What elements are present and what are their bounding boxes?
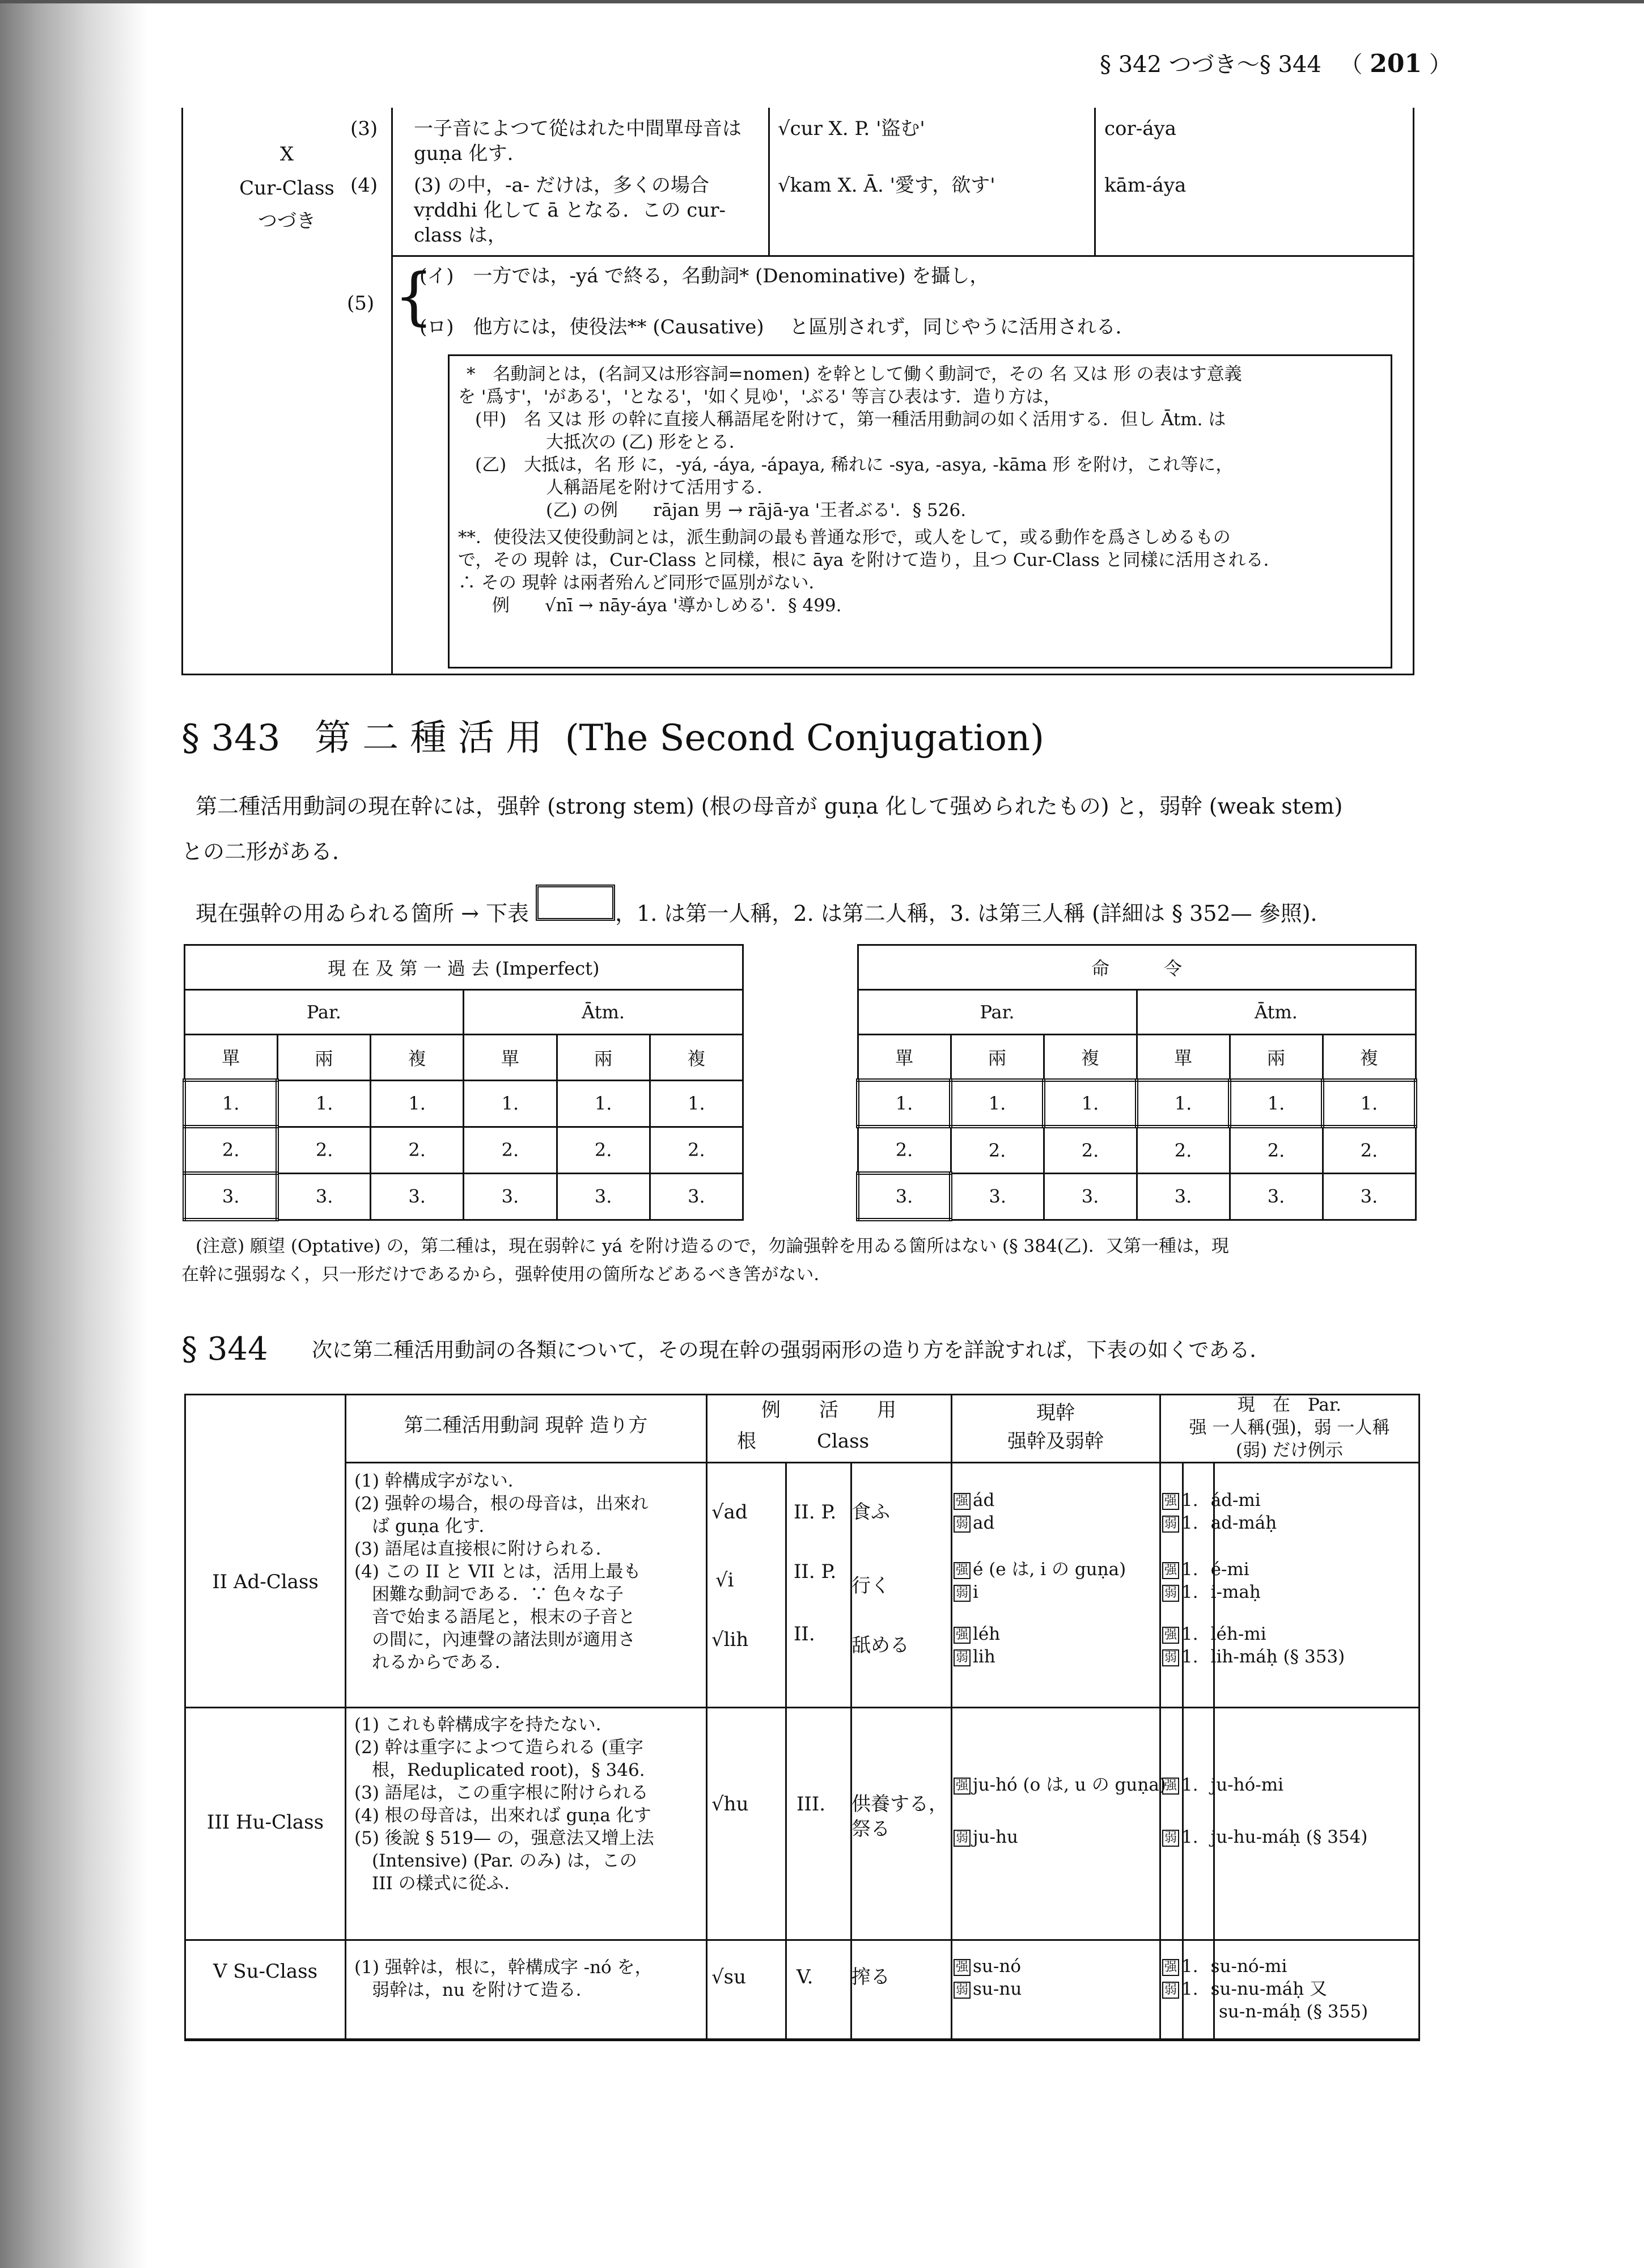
method-line: (3) 語尾は，この重字根に附けられる [354, 1783, 649, 1803]
class: II. P. [794, 1501, 837, 1524]
root: √ad [711, 1501, 748, 1524]
class: III. [796, 1793, 826, 1816]
method-line: (3) 語尾は直接根に附けられる． [354, 1539, 613, 1559]
strong-stem: 强 é (e は, i の guṇa) [954, 1558, 1126, 1581]
strong-stem: 强 ád [954, 1489, 994, 1512]
strong-cell: 1. [1230, 1080, 1323, 1127]
person-cell: 3. [1323, 1173, 1416, 1220]
paragraph-line: 第二種活用動詞の現在幹には，强幹 (strong stem) (根の母音が guṇa 化して强められたもの) と，弱幹 (weak stem) [196, 794, 1343, 819]
strong-stem: 强 ju-hó (o は, u の guṇa) [954, 1774, 1166, 1796]
person-cell: 2. [951, 1127, 1044, 1173]
method-line: れるからである． [354, 1652, 512, 1673]
voice-header: Ātm. [464, 990, 743, 1035]
number-header: 複 [1044, 1035, 1137, 1081]
row-stem: cor-áya [1104, 117, 1177, 140]
number-header: 兩 [951, 1035, 1044, 1081]
strong-cell: 3. [184, 1173, 277, 1220]
method-line: 音で始まる語尾と，根末の子音と [354, 1607, 635, 1627]
header-stems: 强幹及弱幹 [1007, 1430, 1104, 1453]
number-header: 複 [650, 1035, 743, 1081]
person-cell: 3. [464, 1173, 557, 1220]
continued-label: つづき [258, 210, 316, 232]
person-weak-alt: su-n-máḥ (§ 355) [1219, 2002, 1368, 2022]
scan-shadow [0, 0, 147, 2268]
header-class: Class [816, 1430, 870, 1453]
weak-stem: 弱 su-nu [954, 1978, 1022, 2000]
row-desc-line: 一子音によつて從はれた中間單母音は [414, 117, 742, 140]
class: II. P. [794, 1560, 837, 1583]
header-method: 第二種活用動詞 現幹 造り方 [404, 1414, 648, 1437]
number-header: 單 [464, 1035, 557, 1081]
footnote-line: (甲) 名 又は 形 の幹に直接人稱語尾を附けて，第一種活用動詞の如く活用する．但し Ātm. は [475, 409, 1226, 430]
paragraph-line [196, 885, 1332, 929]
method-line: III の樣式に從ふ． [354, 1873, 522, 1894]
person-strong: 强 1. su-nó-mi [1162, 1955, 1287, 1978]
header-person-mid: 强 一人稱(强)，弱 一人稱 [1189, 1417, 1390, 1438]
class-name: Cur-Class [239, 177, 334, 200]
row-stem: kām-áya [1104, 174, 1187, 197]
strong-cell: 1. [1044, 1080, 1137, 1127]
strong-cell: 1. [1137, 1080, 1230, 1127]
person-cell: 2. [277, 1127, 370, 1173]
person-cell: 3. [371, 1173, 464, 1220]
footnote-line: (乙) の例 rājan 男 → rājā-ya '王者ぶる'．§ 526. [546, 500, 967, 521]
person-cell: 3. [1137, 1173, 1230, 1220]
number-header: 兩 [1230, 1035, 1323, 1081]
person-cell: 1. [277, 1080, 370, 1127]
strong-cell: 2. [184, 1127, 277, 1173]
number-header: 兩 [557, 1035, 650, 1081]
root: √hu [711, 1793, 749, 1816]
method-line: 困難な動詞である．∵ 色々な子 [354, 1584, 624, 1605]
section-344-number: § 344 [181, 1331, 268, 1368]
imperative-table [856, 944, 1417, 1221]
method-line: 弱幹は，nu を附けて造る． [354, 1980, 594, 2000]
weak-stem: 弱 ju-hu [954, 1826, 1018, 1848]
person-cell: 2. [650, 1127, 743, 1173]
paragraph-line: との二形がある． [181, 839, 354, 864]
present-imperfect-table [183, 944, 744, 1221]
section-344-intro: 次に第二種活用動詞の各類について，その現在幹の强弱兩形の造り方を詳說すれば，下表の如くである． [312, 1339, 1270, 1362]
row-number: (4) [350, 174, 378, 197]
class-label: X [279, 143, 294, 166]
voice-header: Par. [858, 990, 1137, 1035]
person-cell: 2. [1323, 1127, 1416, 1173]
person-cell: 2. [464, 1127, 557, 1173]
weak-stem: 弱 lih [954, 1645, 995, 1668]
person-cell: 3. [951, 1173, 1044, 1220]
number-header: 兩 [277, 1035, 370, 1081]
page-number: 201 [1370, 49, 1422, 78]
method-line: (4) この II と VII とは，活用上最も [354, 1562, 641, 1582]
table-title: 現 在 及 第 一 過 去 (Imperfect) [184, 945, 743, 990]
meaning: 供養する，祭る [851, 1793, 948, 1840]
method-line: (1) 强幹は，根に，幹構成字 -nó を， [354, 1957, 652, 1978]
number-header: 複 [371, 1035, 464, 1081]
person-weak: 弱 1. i-maḥ [1162, 1581, 1261, 1603]
method-line: (4) 根の母音は，出來れば guṇa 化す [354, 1805, 651, 1826]
voice-header: Ātm. [1137, 990, 1416, 1035]
number-header: 單 [184, 1035, 277, 1081]
method-line: (1) 幹構成字がない． [354, 1471, 526, 1491]
strong-stem-marker-box [536, 885, 615, 921]
table-title: 命 令 [858, 945, 1416, 990]
root: √su [711, 1966, 747, 1988]
number-header: 單 [1137, 1035, 1230, 1081]
group-name: II Ad-Class [212, 1571, 319, 1593]
row5-line-ro: (ロ) 他方には，使役法** (Causative) と區別されず，同じやうに活用される． [420, 316, 1135, 338]
row-desc-line: (3) の中，-a- だけは，多くの場合 [414, 174, 710, 197]
section-title-en: (The Second Conjugation) [565, 717, 1045, 759]
weak-stem: 弱 i [954, 1581, 978, 1603]
row-desc-line: vṛddhi 化して ā となる．この cur- [414, 199, 726, 222]
row-number: (3) [350, 117, 378, 140]
header-stems-top: 現幹 [1036, 1402, 1075, 1424]
paragraph-post: ，1. は第一人稱，2. は第二人稱，3. は第三人稱 (詳細は § 352— 參照)． [615, 901, 1332, 926]
row-number: (5) [347, 292, 375, 315]
row-example: √cur X. P. '盜む' [778, 117, 925, 140]
number-header: 單 [858, 1035, 951, 1081]
footnote-line: **．使役法又使役動詞とは，派生動詞の最も普通な形で，或人をして，或る動作を爲さしめるもの [458, 527, 1231, 548]
method-line: ば guṇa 化す． [354, 1516, 497, 1537]
person-cell: 2. [1137, 1127, 1230, 1173]
class: V. [796, 1966, 813, 1988]
meaning: 食ふ [851, 1501, 890, 1524]
voice-header: Par. [184, 990, 464, 1035]
person-weak: 弱 1. su-nu-máḥ 又 [1162, 1978, 1327, 2000]
strong-stem: 强 su-nó [954, 1955, 1021, 1978]
section-number: § 343 [181, 717, 281, 759]
person-weak: 弱 1. ad-máḥ [1162, 1512, 1277, 1534]
note-line: 在幹に强弱なく，只一形だけであるから，强幹使用の箇所などあるべき筈がない． [181, 1264, 832, 1285]
meaning: 行く [851, 1575, 890, 1597]
method-line: (Intensive) (Par. のみ) は，この [354, 1851, 637, 1871]
method-line: (2) 强幹の場合，根の母音は，出來れ [354, 1493, 649, 1514]
person-cell: 2. [1230, 1127, 1323, 1173]
person-cell: 2. [858, 1127, 951, 1173]
footnote-line: ∴ その 現幹 は兩者殆んど同形で區別がない． [458, 573, 827, 593]
footnote-line: を '爲す'，'がある'，'となる'，'如く見ゆ'，'ぶる' 等言ひ表はす．造り方は， [458, 387, 1061, 407]
strong-cell: 3. [858, 1173, 951, 1220]
person-cell: 2. [371, 1127, 464, 1173]
row-example: √kam X. Ā. '愛す，欲す' [778, 174, 995, 197]
row5-line-i: (イ) 一方では，-yá で終る，名動詞* (Denominative) を攝し， [420, 265, 989, 287]
group-name: III Hu-Class [206, 1811, 324, 1834]
header-person-top: 現 在 Par. [1237, 1395, 1342, 1415]
footnote-line: 例 √nī → nāy-áya '導かしめる'．§ 499. [492, 595, 842, 616]
section-title-jp: 第 二 種 活 用 [314, 717, 543, 759]
paragraph-pre: 現在强幹の用ゐられる箇所 → 下表 [196, 901, 529, 926]
root: √i [715, 1569, 734, 1592]
method-line: 根，Reduplicated root)，§ 346. [354, 1760, 645, 1780]
strong-cell: 1. [858, 1080, 951, 1127]
note-line: (注意) 願望 (Optative) の，第二種は，現在弱幹に yá を附け造るので，勿論强幹を用ゐる箇所はない (§ 384(乙)．又第一種は，現 [196, 1236, 1229, 1256]
meaning: 舐める [851, 1634, 909, 1657]
strong-stem: 强 léh [954, 1623, 1000, 1645]
weak-stem: 弱 ad [954, 1512, 994, 1534]
person-strong: 强 1. ád-mi [1162, 1489, 1261, 1512]
footnote-line: 大抵次の (乙) 形をとる． [546, 432, 747, 452]
brace-glyph: { [394, 260, 434, 332]
scan-top-edge [0, 0, 1644, 3]
person-strong: 强 1. é-mi [1162, 1558, 1249, 1581]
meaning: 搾る [851, 1966, 890, 1988]
person-strong: 强 1. léh-mi [1162, 1623, 1266, 1645]
person-cell: 2. [1044, 1127, 1137, 1173]
method-line: (2) 幹は重字によつて造られる (重字 [354, 1737, 643, 1758]
person-cell: 1. [650, 1080, 743, 1127]
class: II. [794, 1623, 815, 1645]
footnote-line: (乙) 大抵は，名 形 に，-yá, -áya, -ápaya, 稀れに -sya, -asya, -kāma 形 を附け，これ等に， [475, 455, 1234, 475]
running-head: § 342 つづき〜§ 344 （ 201 ） [1100, 49, 1452, 78]
footnote-line: 人稱語尾を附けて活用する． [546, 477, 774, 498]
strong-cell: 1. [1323, 1080, 1416, 1127]
method-line: (5) 後說 § 519— の，强意法又增上法 [354, 1828, 654, 1848]
person-strong: 强 1. ju-hó-mi [1162, 1774, 1283, 1796]
person-cell: 3. [650, 1173, 743, 1220]
person-cell: 1. [464, 1080, 557, 1127]
footnote-line: * 名動詞とは，(名詞又は形容詞=nomen) を幹として働く動詞で，その 名 又は 形 の表はす意義 [467, 364, 1242, 384]
group-name: V Su-Class [213, 1960, 318, 1983]
person-cell: 1. [371, 1080, 464, 1127]
person-cell: 3. [277, 1173, 370, 1220]
section-343-heading [181, 716, 1044, 761]
row-desc-line: class は， [414, 224, 507, 247]
footnote-box [448, 354, 1392, 668]
method-line: の間に，內連聲の諸法則が適用さ [354, 1630, 635, 1650]
number-header: 複 [1323, 1035, 1416, 1081]
person-cell: 2. [557, 1127, 650, 1173]
method-line: (1) これも幹構成字を持たない． [354, 1715, 613, 1735]
header-example: 例 活 用 [761, 1399, 896, 1421]
person-cell: 3. [1044, 1173, 1137, 1220]
person-cell: 3. [1230, 1173, 1323, 1220]
row-desc-line: guṇa 化す. [414, 142, 514, 165]
root: √lih [711, 1628, 749, 1651]
header-root: 根 [737, 1430, 756, 1453]
person-cell: 3. [557, 1173, 650, 1220]
footnote-line: で，その 現幹 は，Cur-Class と同樣，根に āya を附けて造り，且つ Cur-Class と同樣に活用される． [458, 550, 1281, 570]
person-cell: 1. [557, 1080, 650, 1127]
running-head-sections: § 342 つづき〜§ 344 [1100, 52, 1321, 78]
person-weak: 弱 1. lih-máḥ (§ 353) [1162, 1645, 1345, 1668]
strong-cell: 1. [184, 1080, 277, 1127]
strong-cell: 1. [951, 1080, 1044, 1127]
person-weak: 弱 1. ju-hu-máḥ (§ 354) [1162, 1826, 1367, 1848]
header-person-bot: (弱) だけ例示 [1235, 1440, 1344, 1461]
